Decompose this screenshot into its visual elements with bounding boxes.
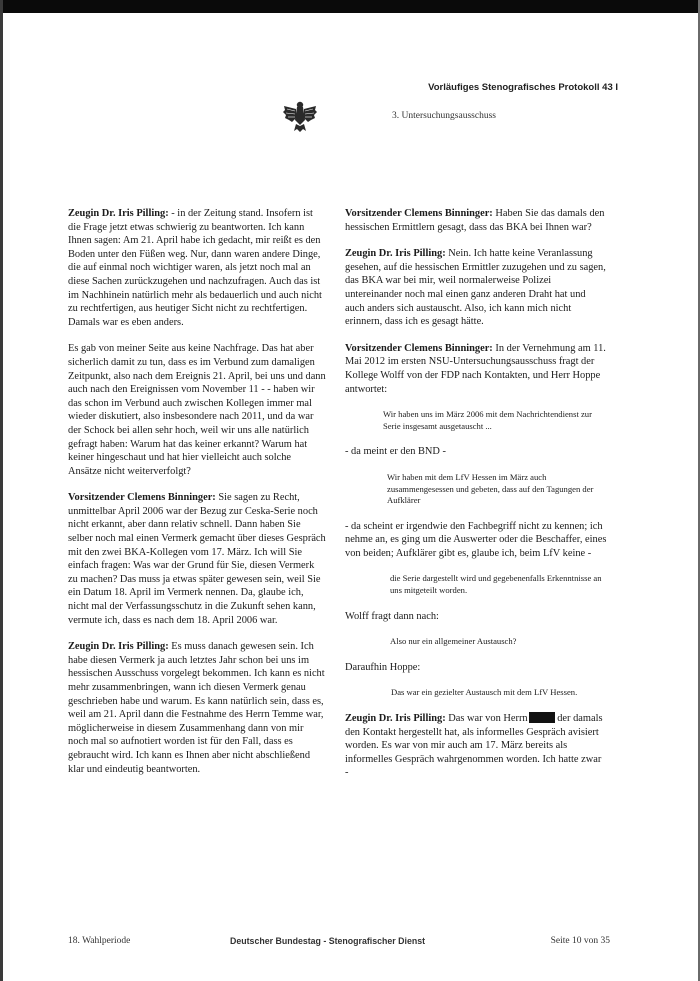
footer-period: 18. Wahlperiode [68, 936, 131, 946]
right-column [345, 207, 607, 793]
block-quote: die Serie dargestellt wird und gegebenenfalls Erkenntnisse an uns mitgeteilt worden. [390, 573, 602, 596]
federal-eagle-icon [282, 98, 318, 134]
speech-text: Sie sagen zu Recht, unmittelbar April 2006 war der Bezug zur Ceska-Serie noch nicht erkannt, aber dann relativ schnell. Dann haben Sie selber noch mal einen Vermerk gemacht über dieses Gespräch mit den zwei BKA-Kollegen vom 17. März. Ich will Sie einfach fragen: Was war der Grund für Sie, diesen Vermerk zu machen? Das muss ja etwas später gewesen sein, weil Sie ein Datum 18. April im Vermerk nennen. Da, glaube ich, nicht mal der Verfassungsschutz in die Zukunft sehen kann, vermute ich, dass es nach dem 18. April 2006 war. [68, 492, 326, 626]
block-quote: Wir haben uns im März 2006 mit dem Nachrichtendienst zur Serie insgesamt ausgetauscht ... [383, 409, 592, 431]
footer-publisher: Deutscher Bundestag - Stenografischer Dienst [230, 936, 426, 946]
paragraph [68, 491, 326, 627]
paragraph [68, 640, 326, 776]
speaker-name: Zeugin Dr. Iris Pilling: [68, 208, 169, 219]
paragraph [68, 207, 326, 329]
paragraph: Daraufhin Hoppe: [345, 661, 421, 673]
speaker-name: Vorsitzender Clemens Binninger: [68, 492, 216, 504]
paragraph [68, 342, 326, 478]
speaker-name: Zeugin Dr. Iris Pilling: [345, 248, 446, 260]
paragraph [345, 207, 607, 234]
paragraph [345, 712, 607, 780]
committee-name: 3. Untersuchungsausschuss [392, 111, 496, 121]
left-column [68, 207, 326, 789]
speech-text: - in der Zeitung stand. Insofern ist die Frage jetzt etwas schwierig zu beantworten. Ich kann Ihnen sagen: Am 21. April habe ich gedacht, mir reißt es den Boden unter den Füßen weg. Nur, dann waren andere Dinge, die auf einmal noch wichtiger waren, als jetzt noch mal an diese Sachen zurückzugehen und nachzufragen. Auch das ist im Nachhinein natürlich mehr als bedauerlich und auch nicht zu rechtfertigen, aus heutiger Sicht nicht zu rechtfertigen. Damals war es eben anders. [68, 208, 322, 328]
scan-top-border [0, 0, 700, 13]
speech-text: In der Vernehmung am 11. Mai 2012 im ersten NSU-Untersuchungsausschuss fragt der Kollege Wolff von der FDP nach Kontakten, und Herr Hoppe antwortet: [345, 342, 606, 395]
speaker-name: Vorsitzender Clemens Binninger: [345, 208, 493, 219]
speech-text: Nein. Ich hatte keine Veranlassung gesehen, auf die hessischen Ermittler zuzugehen und zu sagen, das BKA war bei mir, weil normalerweise Polizei untereinander noch mal einen ganz anderen Draht hat und auch anders sich austauscht. Also, ich kann mich nicht erinnern, dass ich es gesagt hätte. [345, 248, 606, 328]
speech-text: der damals den Kontakt hergestellt hat, als informelles Gespräch avisiert worden. Es war von mir auch am 17. März bereits als informelles Gespräch wahrgenommen worden. Ich hatte zwar - [345, 713, 603, 779]
speaker-name: Zeugin Dr. Iris Pilling: [345, 713, 446, 725]
block-quote: Das war ein gezielter Austausch mit dem LfV Hessen. [391, 687, 578, 698]
speech-text: Haben Sie das damals den hessischen Ermittlern gesagt, dass das BKA bei Ihnen war? [345, 208, 605, 233]
speaker-name: Zeugin Dr. Iris Pilling: [68, 641, 169, 653]
redaction-block [529, 712, 555, 723]
paragraph: - da meint er den BND - [345, 446, 446, 458]
protocol-title: Vorläufiges Stenografisches Protokoll 43 I [428, 82, 618, 93]
block-quote: Wir haben mit dem LfV Hessen im März auch zusammengesessen und gebeten, dass auf den Tagungen der Aufklärer [387, 471, 594, 506]
speaker-name: Vorsitzender Clemens Binninger: [345, 342, 493, 354]
paragraph: - da scheint er irgendwie den Fachbegriff nicht zu kennen; ich nehme an, es ging um die Auswerter oder die Beschaffer, eines von beiden; Aufklärer gibt es, glaube ich, beim LfV keine - [345, 520, 607, 559]
speech-text: Das war von Herrn [445, 713, 528, 725]
paragraph [345, 247, 607, 329]
paragraph [345, 342, 607, 396]
block-quote: Also nur ein allgemeiner Austausch? [390, 636, 517, 647]
footer-page-number: Seite 10 von 35 [550, 936, 610, 946]
speech-text: Es gab von meiner Seite aus keine Nachfrage. Das hat aber sicherlich damit zu tun, dass es im Verbund zum damaligen Zeitpunkt, also nach dem Ereignis 21. April, bei uns und dann auch nach den Ereignissen vom November 11 - - haben wir das schon im Verbund auch zwischen Kollegen immer mal wieder diskutiert, also insbesondere nach 2011, und da war der Schock bei allen sehr hoch, weil wir uns alle natürlich gefragt haben: Warum hat das keiner erkannt? Warum hat keiner hingeschaut und hat hier vielleicht auch solche Ansätze nicht weiterverfolgt? [68, 343, 326, 477]
scan-left-border [0, 0, 3, 981]
speech-text: Es muss danach gewesen sein. Ich habe diesen Vermerk ja auch letztes Jahr schon bei uns im hessischen Ausschuss vorgelegt bekommen. Ich kann es nicht mehr zusammenbringen, wann ich diesen Vermerk genau geschrieben habe und warum. Es kann natürlich sein, dass es, weil am 21. April dann die Festnahme des Herrn Temme war, möglicherweise in diesem Zusammenhang dann von mir noch mal so aufnotiert worden ist für den Fall, dass es gebraucht wird. Ich kann es Ihnen aber nicht abschließend klar und eindeutig beantworten. [68, 641, 325, 775]
paragraph: Wolff fragt dann nach: [345, 610, 439, 622]
